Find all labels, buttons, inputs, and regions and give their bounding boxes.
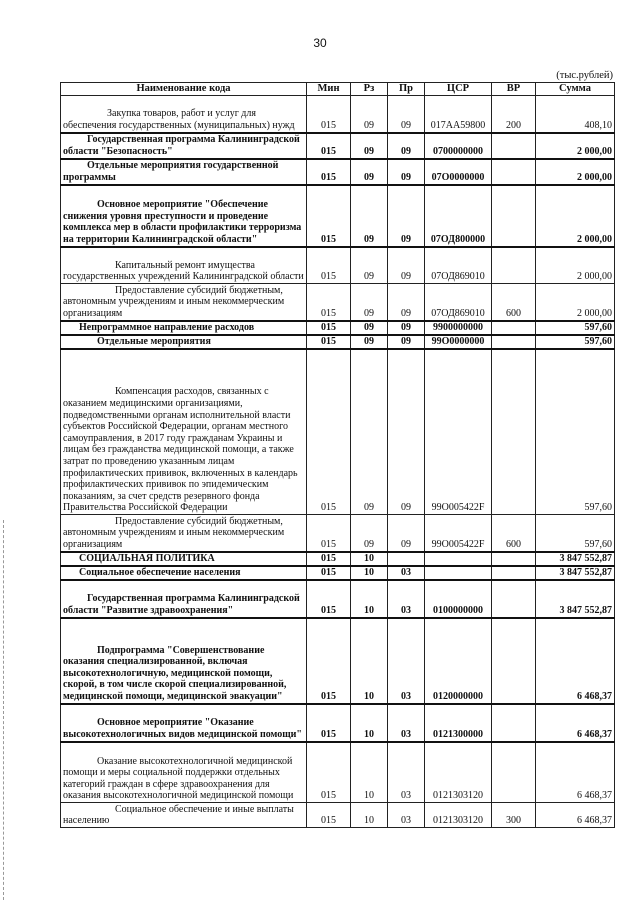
row-name: Государственная программа Калининградской области "Безопасность" [61, 133, 307, 159]
row-sum: 597,60 [536, 349, 615, 515]
header-name: Наименование кода [61, 83, 307, 96]
row-vr: 600 [492, 515, 536, 552]
table-row [61, 742, 615, 803]
row-pr: 03 [388, 566, 425, 580]
row-name: Отдельные мероприятия государственной программы [61, 159, 307, 185]
row-sum: 2 000,00 [536, 284, 615, 321]
row-rz: 10 [351, 742, 388, 803]
row-min: 015 [307, 515, 351, 552]
row-csr: 0100000000 [425, 580, 492, 618]
header-rz: Рз [351, 83, 388, 96]
row-min: 015 [307, 185, 351, 247]
row-sum: 6 468,37 [536, 704, 615, 742]
row-csr: 0121303120 [425, 742, 492, 803]
row-name: Основное мероприятие "Оказание высокотехнологичных видов медицинской помощи" [61, 704, 307, 742]
row-vr [492, 349, 536, 515]
row-sum: 3 847 552,87 [536, 566, 615, 580]
row-sum: 597,60 [536, 335, 615, 349]
units-label: (тыс.рублей) [556, 70, 613, 81]
row-sum: 597,60 [536, 515, 615, 552]
row-vr [492, 185, 536, 247]
budget-table [60, 82, 615, 828]
row-vr [492, 742, 536, 803]
row-pr: 09 [388, 321, 425, 335]
row-pr: 03 [388, 742, 425, 803]
row-name: СОЦИАЛЬНАЯ ПОЛИТИКА [61, 552, 307, 566]
scan-edge-mark [3, 520, 6, 900]
row-rz: 10 [351, 803, 388, 828]
row-vr [492, 133, 536, 159]
row-pr: 09 [388, 335, 425, 349]
table-row [61, 803, 615, 828]
row-rz: 09 [351, 335, 388, 349]
row-name: Оказание высокотехнологичной медицинской помощи и меры социальной поддержки отдельных категорий граждан в сфере здравоохранения для оказания высокотехнологичной медицинской помощи [61, 742, 307, 803]
row-min: 015 [307, 349, 351, 515]
row-min: 015 [307, 284, 351, 321]
table-row [61, 247, 615, 284]
table-row [61, 580, 615, 618]
table-row [61, 566, 615, 580]
table-row [61, 618, 615, 704]
row-pr: 03 [388, 803, 425, 828]
row-sum: 408,10 [536, 96, 615, 133]
row-rz: 10 [351, 704, 388, 742]
row-name: Социальное обеспечение населения [61, 566, 307, 580]
row-csr: 0121300000 [425, 704, 492, 742]
row-name: Предоставление субсидий бюджетным, автономным учреждениям и иным некоммерческим организациям [61, 515, 307, 552]
row-sum: 597,60 [536, 321, 615, 335]
row-sum: 2 000,00 [536, 185, 615, 247]
row-sum: 6 468,37 [536, 803, 615, 828]
table-row [61, 96, 615, 133]
row-pr: 09 [388, 247, 425, 284]
header-sum: Сумма [536, 83, 615, 96]
row-min: 015 [307, 704, 351, 742]
row-pr: 03 [388, 580, 425, 618]
row-csr: 07ОД800000 [425, 185, 492, 247]
row-sum: 2 000,00 [536, 133, 615, 159]
row-csr: 0120000000 [425, 618, 492, 704]
row-vr [492, 159, 536, 185]
row-rz: 09 [351, 96, 388, 133]
row-pr: 09 [388, 96, 425, 133]
table-row [61, 515, 615, 552]
table-row [61, 133, 615, 159]
row-csr: 0121303120 [425, 803, 492, 828]
row-sum: 2 000,00 [536, 247, 615, 284]
row-pr: 09 [388, 349, 425, 515]
row-rz: 09 [351, 349, 388, 515]
row-vr: 600 [492, 284, 536, 321]
page-number: 30 [313, 36, 327, 50]
row-sum: 6 468,37 [536, 618, 615, 704]
row-pr [388, 552, 425, 566]
row-pr: 09 [388, 185, 425, 247]
row-csr: 9900000000 [425, 321, 492, 335]
row-name: Предоставление субсидий бюджетным, автономным учреждениям и иным некоммерческим организациям [61, 284, 307, 321]
row-sum: 6 468,37 [536, 742, 615, 803]
row-csr: 99О005422F [425, 349, 492, 515]
row-min: 015 [307, 335, 351, 349]
row-rz: 09 [351, 247, 388, 284]
row-csr: 017АА59800 [425, 96, 492, 133]
header-pr: Пр [388, 83, 425, 96]
row-pr: 09 [388, 284, 425, 321]
table-row [61, 552, 615, 566]
row-min: 015 [307, 566, 351, 580]
row-csr [425, 552, 492, 566]
table-header-row [61, 83, 615, 96]
row-rz: 10 [351, 580, 388, 618]
row-min: 015 [307, 321, 351, 335]
row-vr [492, 247, 536, 284]
row-name: Основное мероприятие "Обеспечение снижения уровня преступности и проведение комплекса мер в области профилактики терроризма на территории Калининградской области" [61, 185, 307, 247]
row-pr: 09 [388, 515, 425, 552]
row-rz: 09 [351, 284, 388, 321]
row-sum: 3 847 552,87 [536, 580, 615, 618]
row-sum: 3 847 552,87 [536, 552, 615, 566]
row-min: 015 [307, 133, 351, 159]
row-vr [492, 321, 536, 335]
row-rz: 09 [351, 515, 388, 552]
row-name: Государственная программа Калининградской области "Развитие здравоохранения" [61, 580, 307, 618]
row-rz: 10 [351, 618, 388, 704]
header-min: Мин [307, 83, 351, 96]
row-vr [492, 566, 536, 580]
row-vr [492, 704, 536, 742]
row-csr [425, 566, 492, 580]
row-vr [492, 618, 536, 704]
table-row [61, 335, 615, 349]
row-name: Капитальный ремонт имущества государственных учреждений Калининградской области [61, 247, 307, 284]
row-vr [492, 580, 536, 618]
row-min: 015 [307, 580, 351, 618]
table-row [61, 185, 615, 247]
row-min: 015 [307, 96, 351, 133]
row-name: Подпрограмма "Совершенствование оказания специализированной, включая высокотехнологичную, медицинской помощи, скорой, в том числе скорой специализированной, медицинской помощи, медицинской эвакуации" [61, 618, 307, 704]
row-rz: 09 [351, 185, 388, 247]
row-pr: 09 [388, 159, 425, 185]
row-vr: 200 [492, 96, 536, 133]
row-pr: 03 [388, 618, 425, 704]
row-csr: 07О0000000 [425, 159, 492, 185]
row-min: 015 [307, 247, 351, 284]
table-row [61, 349, 615, 515]
row-name: Отдельные мероприятия [61, 335, 307, 349]
row-name: Закупка товаров, работ и услуг для обеспечения государственных (муниципальных) нужд [61, 96, 307, 133]
table-row [61, 704, 615, 742]
row-sum: 2 000,00 [536, 159, 615, 185]
row-csr: 99О005422F [425, 515, 492, 552]
row-name: Непрограммное направление расходов [61, 321, 307, 335]
row-min: 015 [307, 159, 351, 185]
row-rz: 09 [351, 321, 388, 335]
row-pr: 09 [388, 133, 425, 159]
row-min: 015 [307, 742, 351, 803]
header-vr: ВР [492, 83, 536, 96]
row-pr: 03 [388, 704, 425, 742]
row-csr: 99О0000000 [425, 335, 492, 349]
row-rz: 09 [351, 159, 388, 185]
row-name: Социальное обеспечение и иные выплаты населению [61, 803, 307, 828]
row-csr: 07ОД869010 [425, 247, 492, 284]
table-row [61, 284, 615, 321]
row-min: 015 [307, 552, 351, 566]
row-min: 015 [307, 618, 351, 704]
row-rz: 10 [351, 566, 388, 580]
table-row [61, 321, 615, 335]
row-csr: 07ОД869010 [425, 284, 492, 321]
row-vr: 300 [492, 803, 536, 828]
row-rz: 10 [351, 552, 388, 566]
table-row [61, 159, 615, 185]
row-name: Компенсация расходов, связанных с оказанием медицинскими организациями, подведомственными органам исполнительной власти субъектов Российской Федерации, органам местного самоуправления, в 2017 году гражданам Украины и лицам без гражданства медицинской помощи, а также затрат по проведению указанным лицам профилактических прививок, включенных в календарь профилактических прививок по эпидемическим показаниям, за счет средств резервного фонда Правительства Российской Федерации [61, 349, 307, 515]
header-csr: ЦСР [425, 83, 492, 96]
row-rz: 09 [351, 133, 388, 159]
row-min: 015 [307, 803, 351, 828]
row-vr [492, 552, 536, 566]
row-csr: 0700000000 [425, 133, 492, 159]
row-vr [492, 335, 536, 349]
